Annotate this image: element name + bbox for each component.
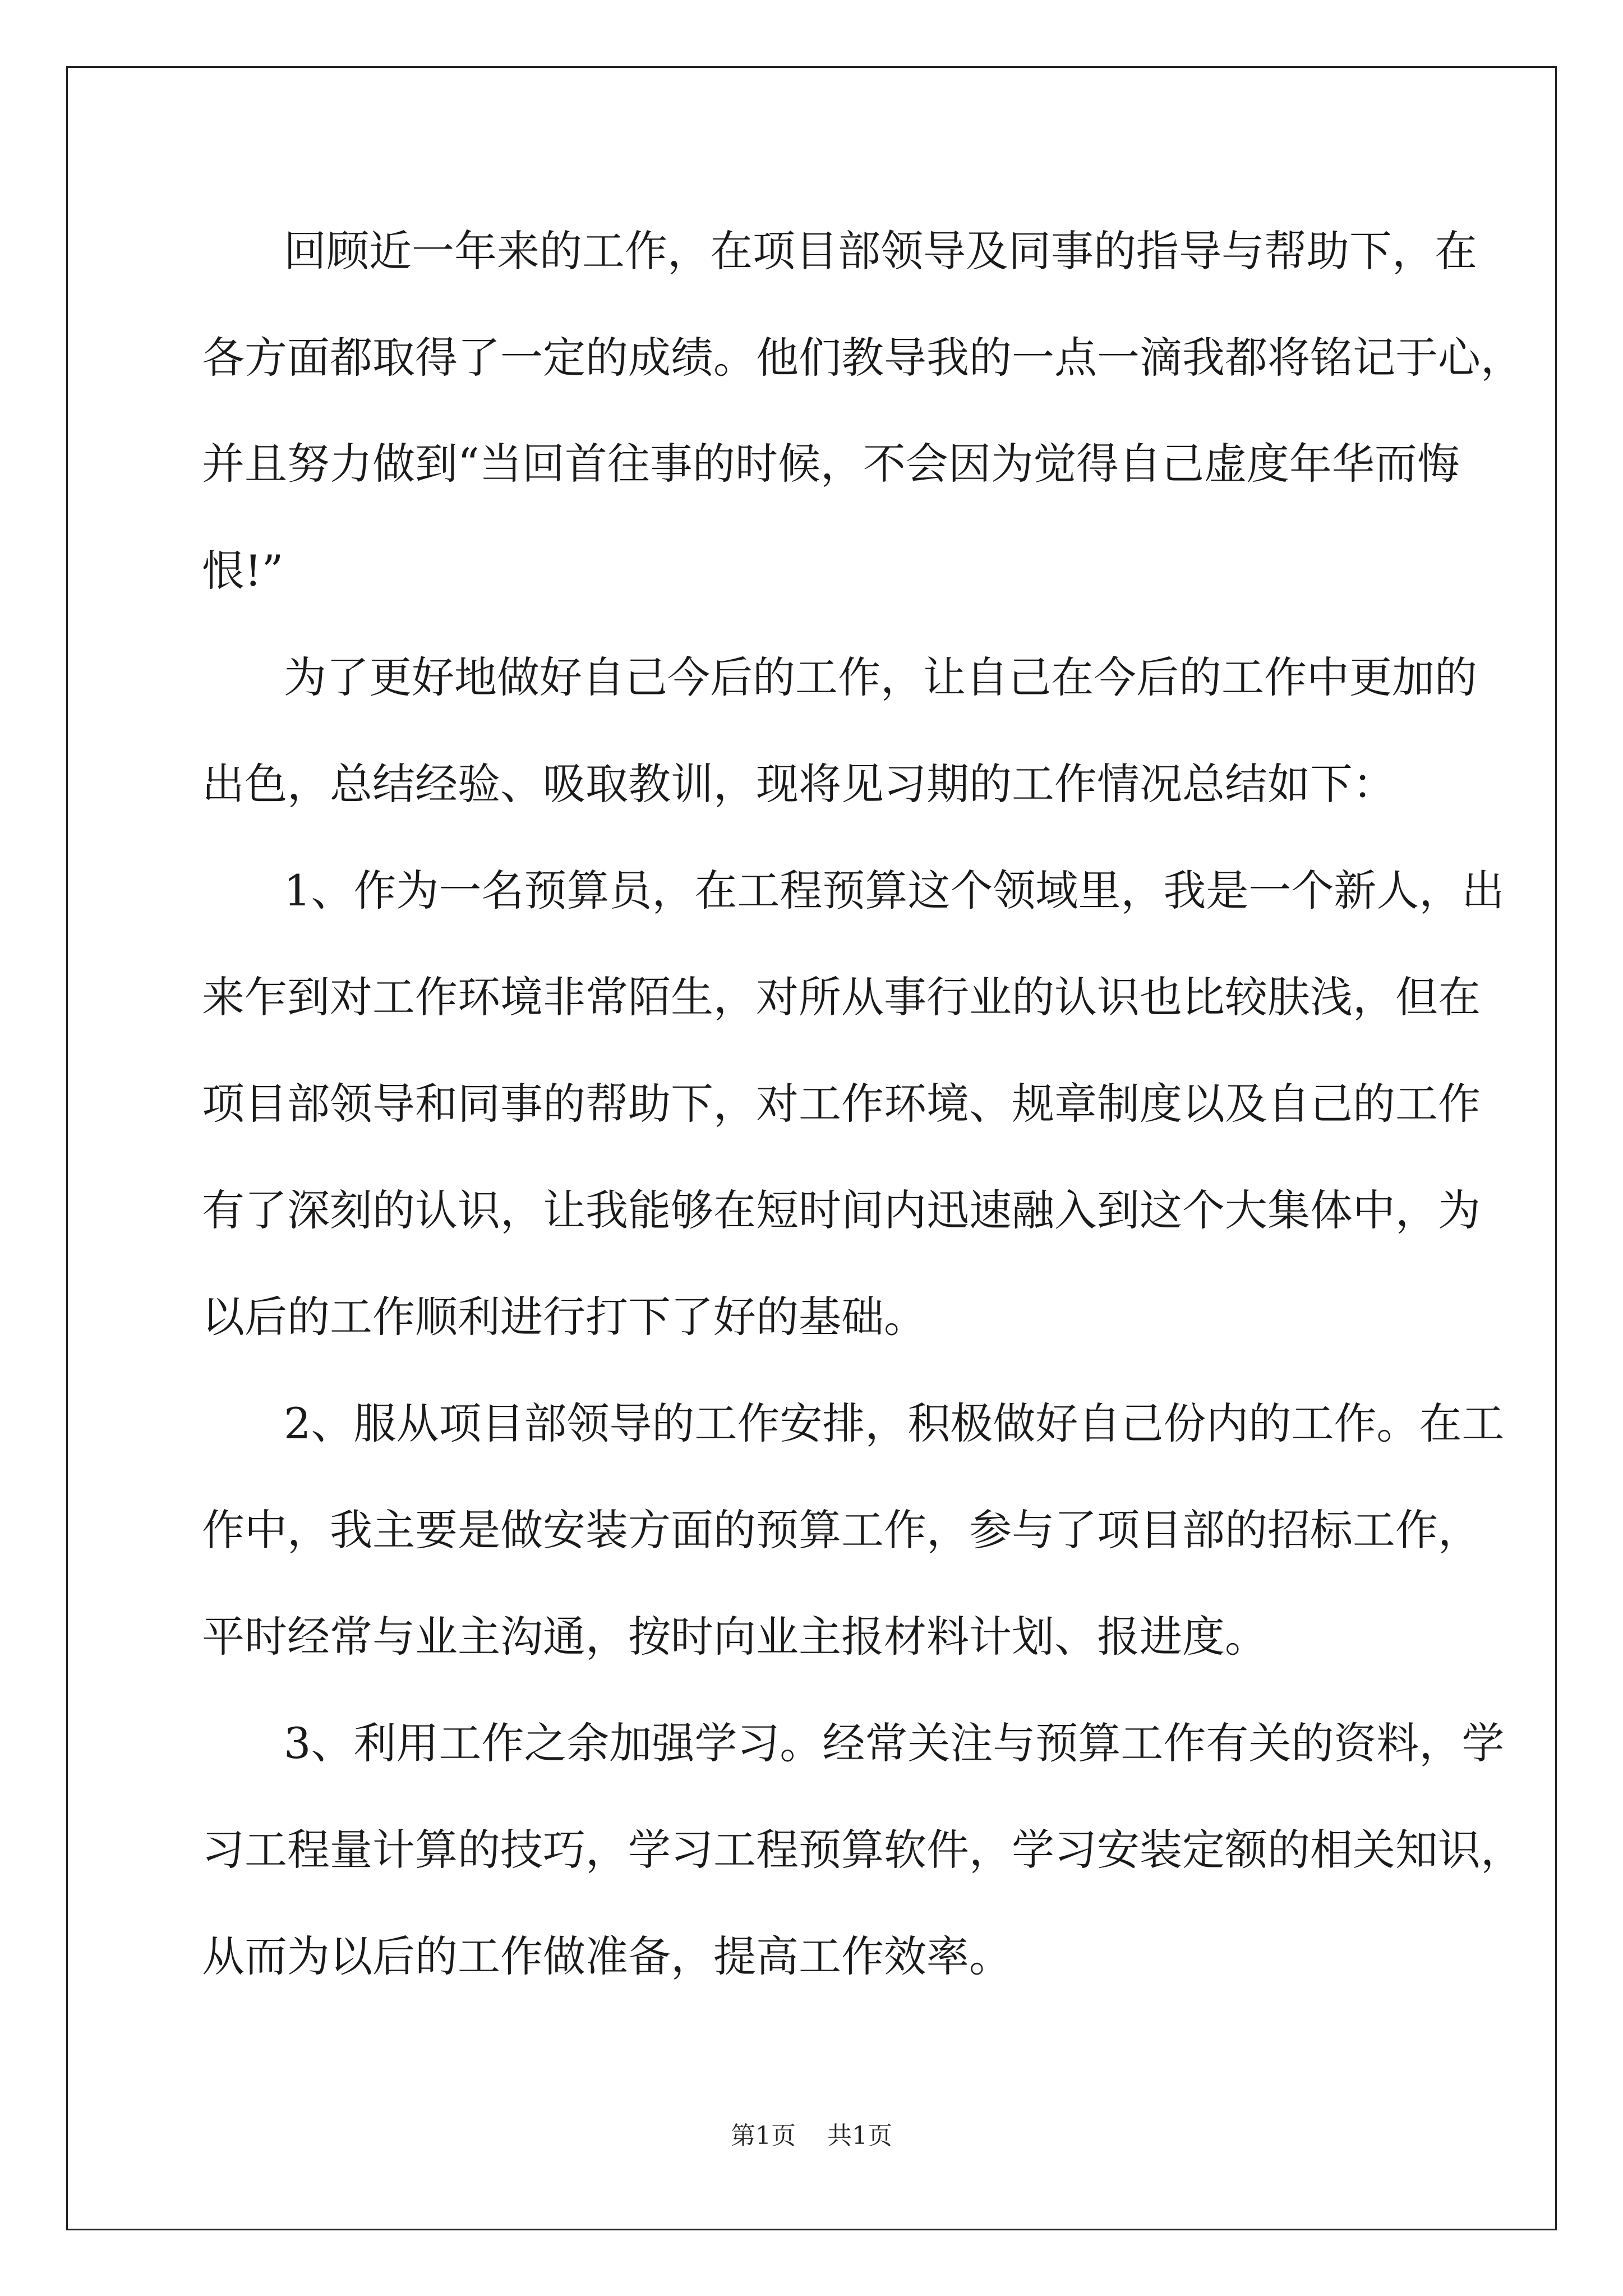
paragraph-3-line-5: 以后的工作顺利进行打下了好的基础。 xyxy=(202,1292,926,1342)
paragraph-1-line-2: 各方面都取得了一定的成绩。他们教导我的一点一滴我都将铭记于心， xyxy=(202,333,1523,383)
paragraph-3-line-4: 有了深刻的认识，让我能够在短时间内迅速融入到这个大集体中，为 xyxy=(202,1185,1481,1235)
paragraph-1-line-1: 回顾近一年来的工作，在项目部领导及同事的指导与帮助下，在 xyxy=(284,226,1477,276)
paragraph-2-line-1: 为了更好地做好自己今后的工作，让自己在今后的工作中更加的 xyxy=(284,652,1477,702)
paragraph-4-line-1: 2、服从项目部领导的工作安排，积极做好自己份内的工作。在工 xyxy=(284,1398,1505,1448)
paragraph-5-line-1: 3、利用工作之余加强学习。经常关注与预算工作有关的资料，学 xyxy=(284,1718,1505,1768)
paragraph-4-line-2: 作中，我主要是做安装方面的预算工作，参与了项目部的招标工作， xyxy=(202,1505,1481,1555)
paragraph-1-line-3: 并且努力做到“当回首往事的时候，不会因为觉得自己虚度年华而悔 xyxy=(202,439,1460,489)
page-number: 第1页 xyxy=(731,2122,796,2150)
page-footer xyxy=(0,2119,1623,2153)
paragraph-4-line-3: 平时经常与业主沟通，按时向业主报材料计划、报进度。 xyxy=(202,1612,1267,1662)
paragraph-5-line-3: 从而为以后的工作做准备，提高工作效率。 xyxy=(202,1931,1012,1981)
page-total: 共1页 xyxy=(827,2122,892,2150)
paragraph-3-line-1: 1、作为一名预算员，在工程预算这个领域里，我是一个新人，出 xyxy=(284,866,1505,915)
paragraph-1-line-4: 恨!” xyxy=(202,546,284,596)
paragraph-5-line-2: 习工程量计算的技巧，学习工程预算软件，学习安装定额的相关知识， xyxy=(202,1825,1523,1875)
paragraph-3-line-3: 项目部领导和同事的帮助下，对工作环境、规章制度以及自己的工作 xyxy=(202,1079,1481,1129)
paragraph-2-line-2: 出色，总结经验、吸取教训，现将见习期的工作情况总结如下： xyxy=(202,759,1395,809)
paragraph-3-line-2: 来乍到对工作环境非常陌生，对所从事行业的认识也比较肤浅，但在 xyxy=(202,972,1481,1022)
